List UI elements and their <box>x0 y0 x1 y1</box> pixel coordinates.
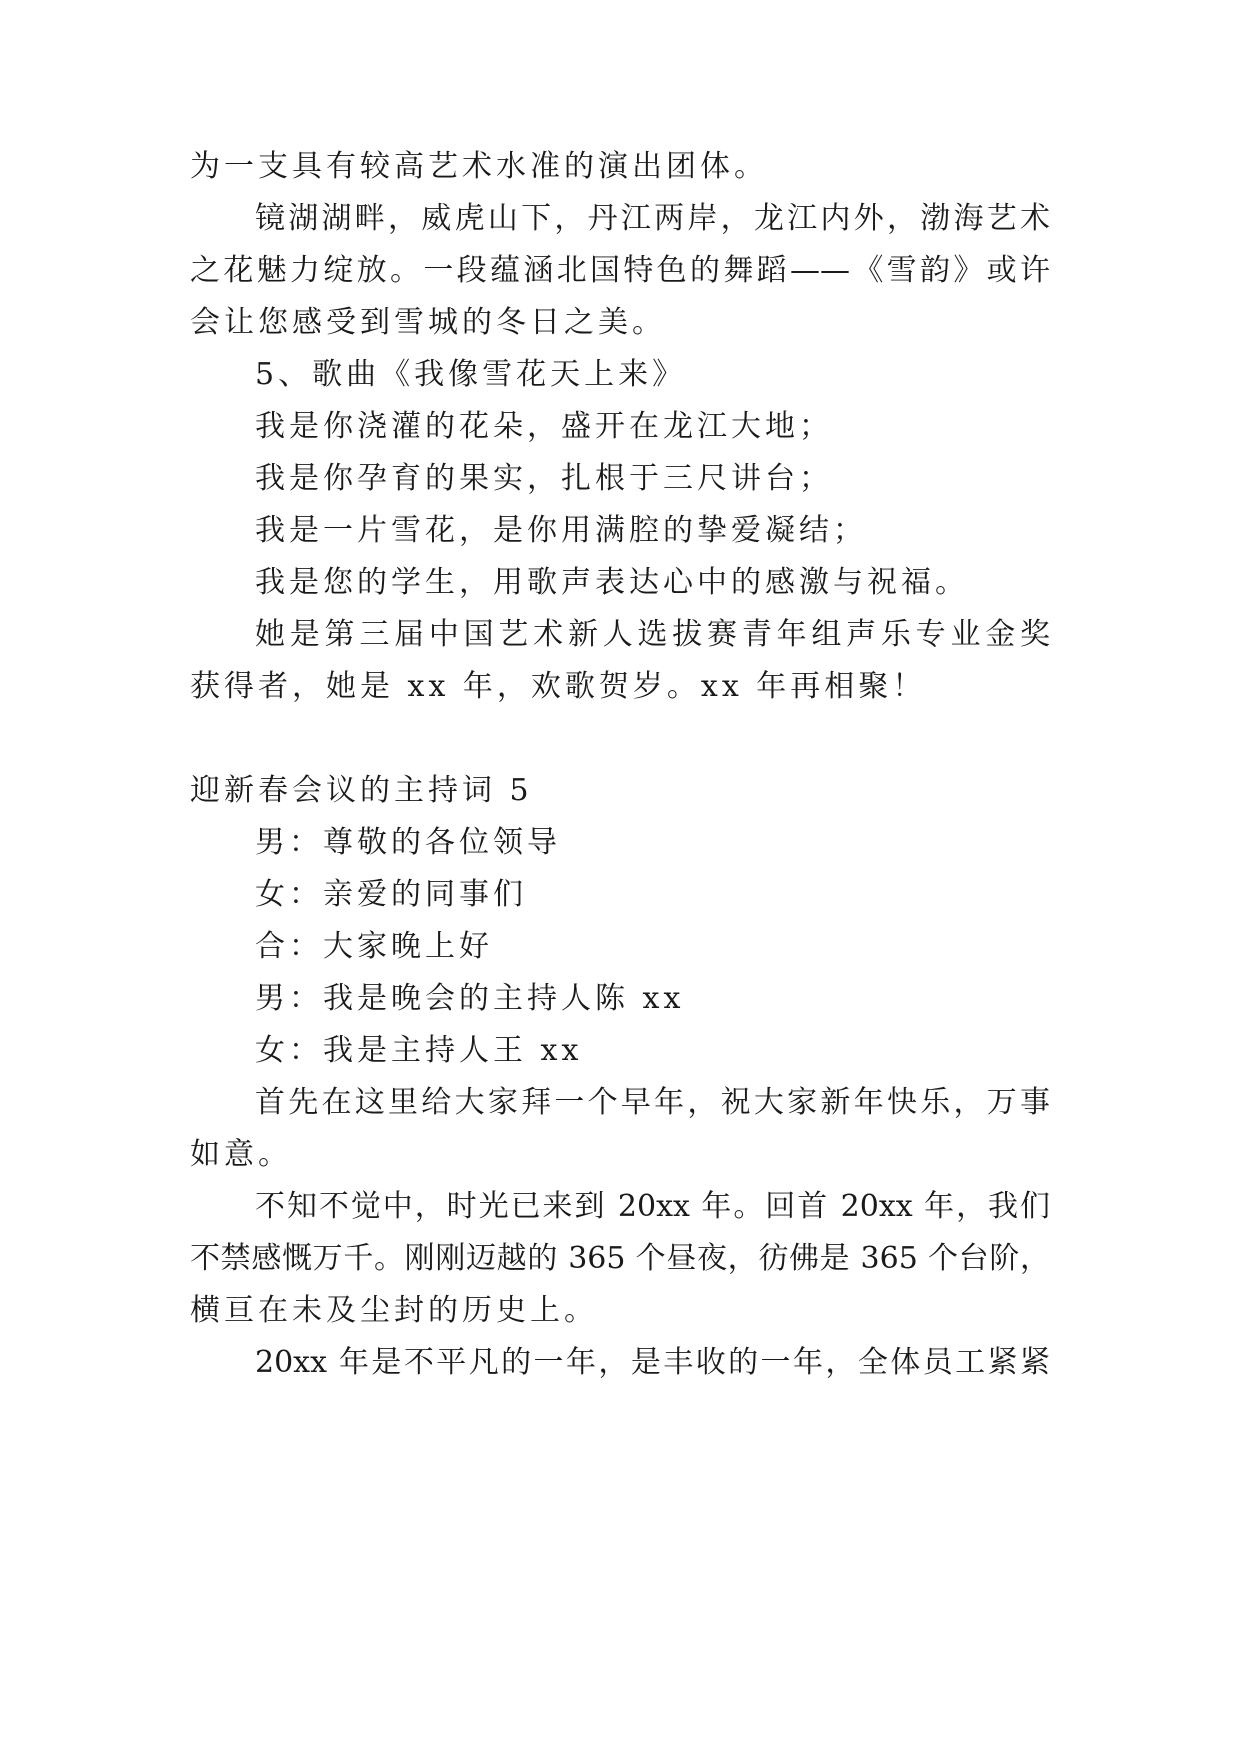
paragraph-line: 她是第三届中国艺术新人选拔赛青年组声乐专业金奖 <box>255 617 1050 652</box>
paragraph-line: 横亘在未及尘封的历史上。 <box>190 1293 598 1328</box>
paragraph-line: 镜湖湖畔，威虎山下，丹江两岸，龙江内外，渤海艺术 <box>255 201 1050 236</box>
paragraph-line: 为一支具有较高艺术水准的演出团体。 <box>190 149 768 184</box>
paragraph-line: 不知不觉中，时光已来到 20xx 年。回首 20xx 年，我们 <box>255 1189 1050 1224</box>
paragraph-line: 20xx 年是不平凡的一年，是丰收的一年，全体员工紧紧 <box>255 1345 1050 1380</box>
document-title: 迎新春会议的主持词 5 <box>190 773 533 808</box>
lyric-line: 我是你浇灌的花朵，盛开在龙江大地； <box>255 409 833 444</box>
paragraph-line: 不禁感慨万千。刚刚迈越的 365 个昼夜，彷佛是 365 个台阶， <box>190 1241 1050 1276</box>
paragraph-line: 之花魅力绽放。一段蕴涵北国特色的舞蹈——《雪韵》或许 <box>190 253 1050 288</box>
dialogue-line: 女：亲爱的同事们 <box>255 877 527 912</box>
lyric-line: 我是一片雪花，是你用满腔的挚爱凝结； <box>255 513 867 548</box>
paragraph-line: 获得者，她是 xx 年，欢歌贺岁。xx 年再相聚！ <box>190 669 927 704</box>
lyric-line: 我是你孕育的果实，扎根于三尺讲台； <box>255 461 833 496</box>
paragraph-line: 首先在这里给大家拜一个早年，祝大家新年快乐，万事 <box>255 1085 1050 1120</box>
section-heading: 5、歌曲《我像雪花天上来》 <box>255 357 687 392</box>
paragraph-line: 会让您感受到雪城的冬日之美。 <box>190 305 666 340</box>
lyric-line: 我是您的学生，用歌声表达心中的感激与祝福。 <box>255 565 969 600</box>
dialogue-line: 合：大家晚上好 <box>255 929 493 964</box>
dialogue-line: 男：我是晚会的主持人陈 xx <box>255 981 685 1016</box>
dialogue-line: 女：我是主持人王 xx <box>255 1033 583 1068</box>
paragraph-line: 如意。 <box>190 1137 292 1172</box>
dialogue-line: 男：尊敬的各位领导 <box>255 825 561 860</box>
